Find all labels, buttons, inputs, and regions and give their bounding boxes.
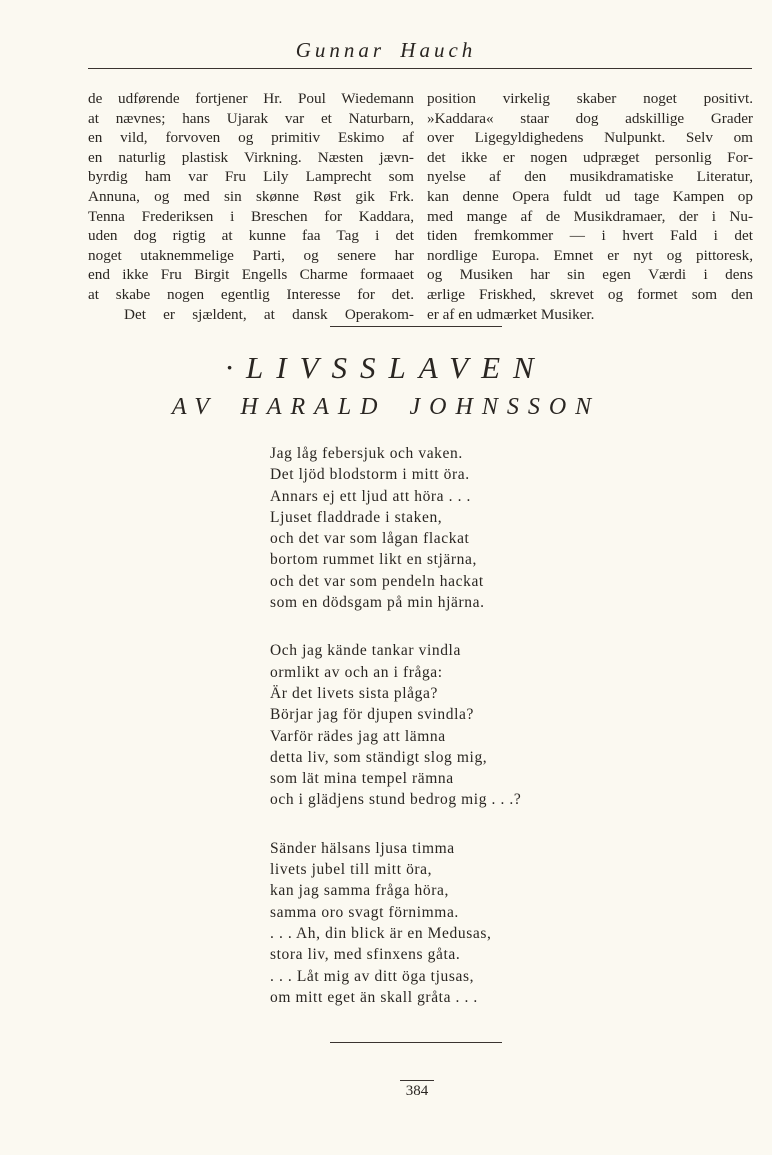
verse-line: detta liv, som ständigt slog mig, [270, 748, 488, 766]
verse-line: Sänder hälsans ljusa timma [270, 839, 455, 857]
text-line: Tenna Frederiksen i Breschen for Kaddara, [88, 207, 414, 225]
text-line: nyelse af den musikdramatiske Literatur, [427, 168, 753, 186]
text-line: kan denne Opera fuldt ud tage Kampen op [427, 187, 753, 205]
verse-line: Och jag kände tankar vindla [270, 642, 461, 660]
text-line: Annuna, og med sin skønne Røst gik Frk. [88, 187, 414, 205]
verse-line: Annars ej ett ljud att höra . . . [270, 487, 472, 505]
verse-line: bortom rummet likt en stjärna, [270, 551, 477, 569]
verse-line: Varför rädes jag att lämna [270, 727, 446, 745]
stanza [270, 640, 521, 810]
text-line: med mange af de Musikdramaer, der i Nu- [427, 207, 753, 225]
text-line: ærlige Friskhed, skrevet og formet som den [427, 285, 753, 303]
verse-line: Börjar jag för djupen svindla? [270, 706, 474, 724]
verse-line: ormlikt av och an i fråga: [270, 663, 443, 681]
verse-line: . . . Låt mig av ditt öga tjusas, [270, 967, 475, 985]
stanza [270, 838, 521, 1008]
verse-line: som en dödsgam på min hjärna. [270, 594, 485, 612]
verse-line: som lät mina tempel rämna [270, 770, 454, 788]
verse-line: . . . Ah, din blick är en Medusas, [270, 924, 492, 942]
text-line: en naturlig plastisk Virkning. Næsten jævn- [88, 148, 414, 166]
left-column [88, 89, 414, 324]
text-line: noget utaknemmelige Parti, og senere har [88, 246, 414, 264]
text-line: at skabe nogen egentlig Interesse for det. [88, 285, 414, 303]
verse-line: samma oro svagt förnimma. [270, 903, 459, 921]
verse-line: stora liv, med sfinxens gåta. [270, 946, 461, 964]
stanza [270, 443, 521, 613]
text-line: »Kaddara« staar dog adskillige Grader [427, 109, 753, 127]
text-line: at nævnes; hans Ujarak var et Naturbarn, [88, 109, 414, 127]
end-divider [330, 1042, 502, 1043]
text-line: position virkelig skaber noget positivt. [427, 90, 753, 107]
page-number: 384 [400, 1080, 434, 1100]
verse-line: kan jag samma fråga höra, [270, 882, 449, 900]
poem-author: AV HARALD JOHNSSON [171, 394, 601, 420]
running-header: Gunnar Hauch [295, 38, 477, 62]
text-line: over Ligegyldighedens Nulpunkt. Selv om [427, 129, 753, 147]
text-line: det ikke er nogen udpræget personlig For- [427, 148, 753, 166]
verse-line: Det ljöd blodstorm i mitt öra. [270, 466, 470, 484]
right-column [427, 89, 753, 324]
text-line: en vild, forvoven og primitiv Eskimo af [88, 129, 414, 147]
text-line: Det er sjældent, at dansk Operakom- [124, 305, 414, 323]
verse-line: Jag låg febersjuk och vaken. [270, 445, 463, 462]
poem-body [270, 443, 521, 1035]
text-line: nordlige Europa. Emnet er nyt og pittoresk, [427, 246, 753, 264]
verse-line: och det var som lågan flackat [270, 530, 470, 548]
text-line: og Musiken har sin egen Værdi i dens [427, 266, 753, 284]
poem-title: ·LIVSSLAVEN [225, 350, 547, 385]
header-rule [88, 68, 752, 69]
verse-line: livets jubel till mitt öra, [270, 861, 433, 879]
text-line: er af en udmærket Musiker. [427, 305, 595, 323]
verse-line: Ljuset fladdrade i staken, [270, 508, 443, 526]
text-line: de udførende fortjener Hr. Poul Wiedemann [88, 90, 414, 107]
verse-line: om mitt eget än skall gråta . . . [270, 988, 478, 1006]
verse-line: och i glädjens stund bedrog mig . . .? [270, 791, 522, 809]
text-line: byrdig ham var Fru Lily Lamprecht som [88, 168, 414, 186]
section-divider [330, 326, 502, 327]
text-line: tiden fremkommer — i hvert Fald i det [427, 227, 753, 245]
text-line: uden dog rigtig at kunne faa Tag i det [88, 227, 414, 245]
verse-line: och det var som pendeln hackat [270, 572, 484, 590]
verse-line: Är det livets sista plåga? [270, 684, 438, 702]
text-line: end ikke Fru Birgit Engells Charme formaaet [88, 266, 414, 284]
